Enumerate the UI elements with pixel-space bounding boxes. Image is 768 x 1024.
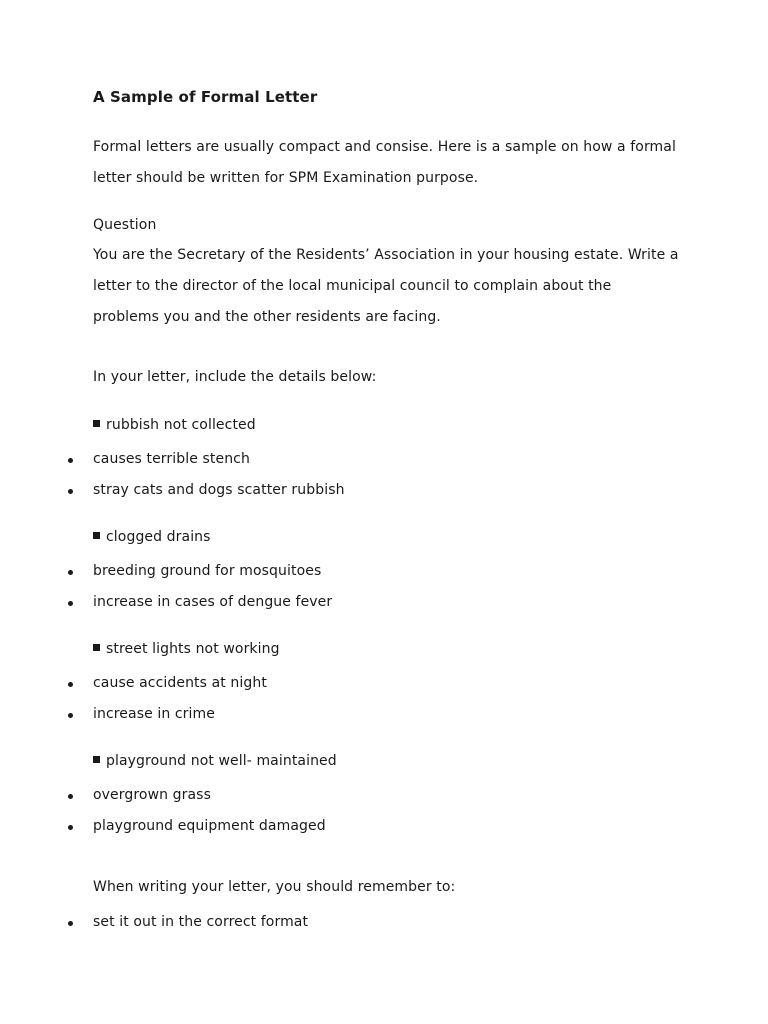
list-item: stray cats and dogs scatter rubbish: [93, 482, 345, 498]
page-title: A Sample of Formal Letter: [93, 88, 318, 106]
include-instruction: In your letter, include the details below:: [93, 369, 377, 385]
list-item: causes terrible stench: [93, 451, 250, 467]
question-line-2: letter to the director of the local municipal council to complain about the: [93, 278, 612, 294]
list-item: overgrown grass: [93, 787, 211, 803]
bullet-icon: [68, 794, 73, 799]
bullet-icon: [68, 601, 73, 606]
remember-instruction: When writing your letter, you should remember to:: [93, 879, 456, 895]
question-line-1: You are the Secretary of the Residents’ Association in your housing estate. Write a: [93, 247, 679, 263]
list-item: increase in crime: [93, 706, 215, 722]
section-heading-label: clogged drains: [106, 529, 211, 545]
section-heading: [93, 640, 280, 658]
square-bullet-icon: [93, 532, 100, 539]
section-heading: [93, 752, 337, 770]
section-heading-label: rubbish not collected: [106, 417, 256, 433]
bullet-icon: [68, 489, 73, 494]
section-heading-label: playground not well- maintained: [106, 753, 337, 769]
bullet-icon: [68, 458, 73, 463]
intro-line-1: Formal letters are usually compact and consise. Here is a sample on how a formal: [93, 139, 676, 155]
bullet-icon: [68, 921, 73, 926]
list-item: cause accidents at night: [93, 675, 267, 691]
list-item: playground equipment damaged: [93, 818, 326, 834]
question-label: Question: [93, 217, 157, 233]
question-line-3: problems you and the other residents are facing.: [93, 309, 441, 325]
square-bullet-icon: [93, 756, 100, 763]
bullet-icon: [68, 682, 73, 687]
square-bullet-icon: [93, 644, 100, 651]
list-item: set it out in the correct format: [93, 914, 309, 930]
bullet-icon: [68, 825, 73, 830]
section-heading: [93, 416, 256, 434]
section-heading: [93, 528, 211, 546]
bullet-icon: [68, 713, 73, 718]
list-item: increase in cases of dengue fever: [93, 594, 333, 610]
intro-line-2: letter should be written for SPM Examination purpose.: [93, 170, 479, 186]
bullet-icon: [68, 570, 73, 575]
list-item: breeding ground for mosquitoes: [93, 563, 322, 579]
section-heading-label: street lights not working: [106, 641, 280, 657]
square-bullet-icon: [93, 420, 100, 427]
